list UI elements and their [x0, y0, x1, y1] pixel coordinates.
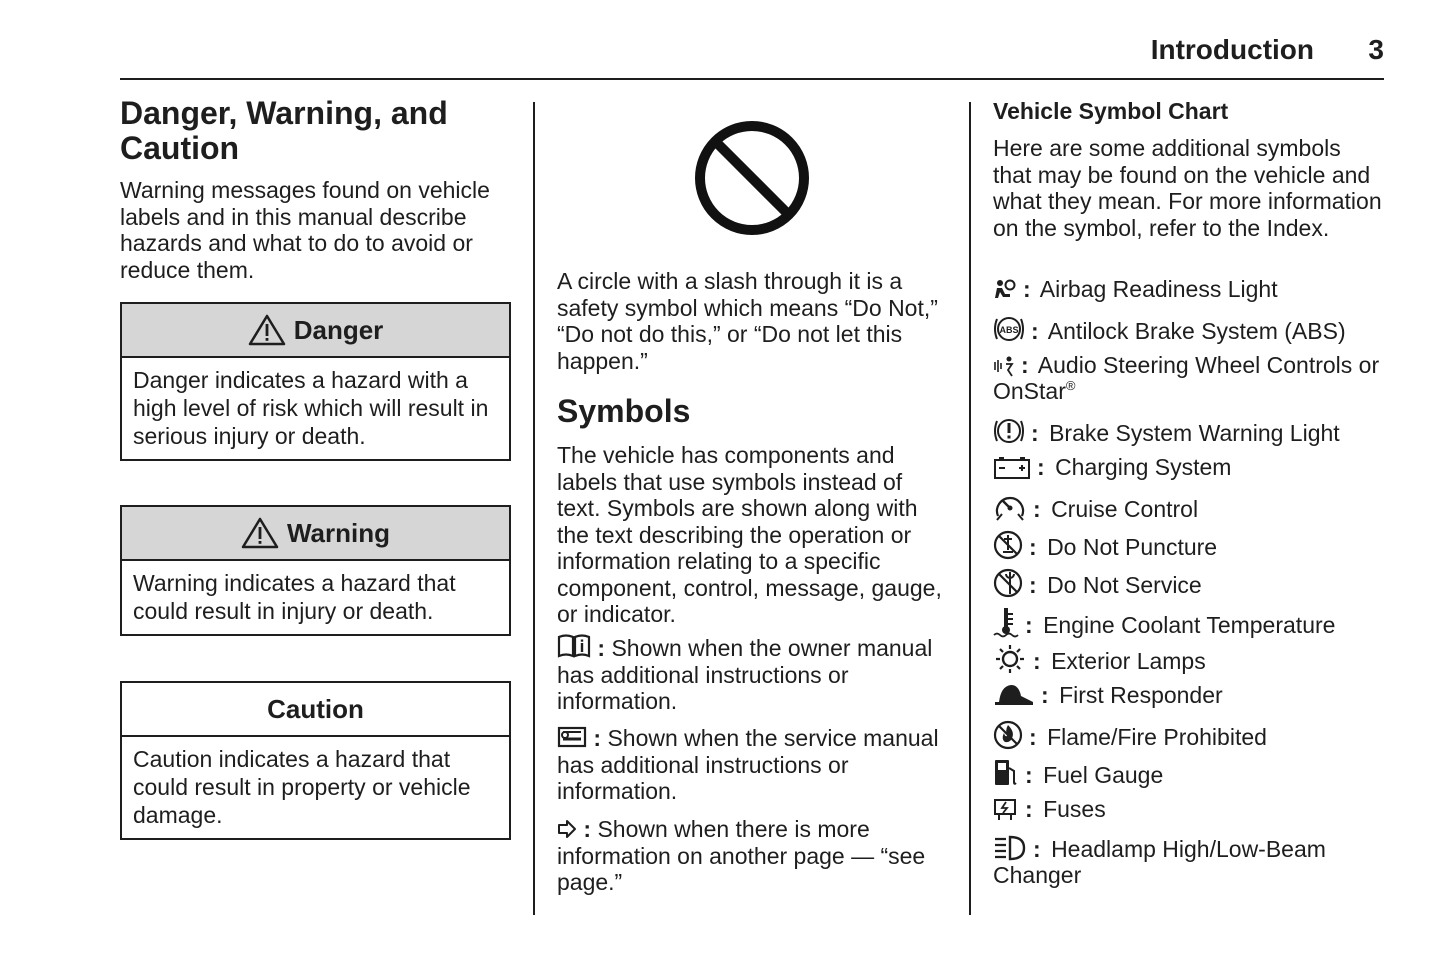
danger-text: Danger indicates a hazard with a high level of risk which will result in serious injury or death.	[133, 367, 489, 449]
list-item: : Cruise Control	[993, 492, 1385, 530]
list-item: : Do Not Service	[993, 568, 1385, 606]
list-item: : Do Not Puncture	[993, 530, 1385, 568]
column-danger-warning-caution	[120, 95, 512, 828]
symbol-list	[993, 276, 1385, 898]
page-header	[120, 34, 1384, 70]
headlamp-icon	[993, 834, 1027, 862]
owner-manual-text: Shown when the owner manual has additional instructions or information.	[557, 635, 933, 714]
warning-triangle-icon	[241, 517, 279, 549]
warning-header	[122, 507, 509, 561]
fuses-icon	[993, 798, 1019, 822]
list-item: : First Responder	[993, 682, 1385, 720]
list-item: : Charging System	[993, 454, 1385, 492]
section-heading: Danger, Warning, and Caution	[120, 95, 448, 166]
see-page-text: Shown when there is more information on another page — “see page.”	[557, 816, 926, 895]
symbol-chart-heading: Vehicle Symbol Chart	[993, 98, 1229, 124]
list-item: : Brake System Warning Light	[993, 416, 1385, 454]
airbag-icon	[993, 278, 1017, 302]
section-title: Introduction	[1150, 34, 1314, 65]
do-not-service-icon	[993, 568, 1023, 598]
intro-paragraph: Warning messages found on vehicle labels and in this manual describe hazards and what to do to avoid or reduce them.	[120, 177, 490, 283]
symbols-paragraph: The vehicle has components and labels that use symbols instead of text. Symbols are shown along with the text describing the operation or information relating to a specific component, control, message, gauge, or indicator.	[557, 442, 942, 627]
audio-steering-icon	[993, 354, 1015, 378]
column-vehicle-symbol-chart	[993, 96, 1385, 888]
danger-heading: Danger	[293, 314, 384, 345]
service-manual-icon	[557, 726, 587, 748]
list-item: : Flame/Fire Prohibited	[993, 720, 1385, 758]
caution-box	[120, 681, 511, 840]
danger-box	[120, 302, 511, 461]
list-item: : Audio Steering Wheel Controls or OnStar®	[993, 352, 1380, 404]
first-responder-icon	[993, 682, 1035, 708]
battery-icon	[993, 456, 1031, 480]
coolant-temp-icon	[993, 606, 1019, 638]
service-manual-entry: : Shown when the service manual has additional instructions or information.	[557, 725, 939, 804]
warning-triangle-icon	[248, 314, 286, 346]
brake-warning-icon	[993, 416, 1025, 446]
svg-text:ABS: ABS	[999, 325, 1019, 335]
list-item: : Headlamp High/Low-Beam Changer	[993, 836, 1326, 888]
warning-box	[120, 505, 511, 636]
caution-heading: Caution	[267, 693, 364, 724]
column-divider	[969, 102, 971, 915]
list-item: : Fuel Gauge	[993, 758, 1385, 796]
prohibition-icon	[692, 118, 812, 238]
list-item: : Fuses	[993, 796, 1385, 834]
symbols-heading: Symbols	[557, 393, 691, 429]
page-number: 3	[1368, 34, 1384, 65]
owner-manual-entry: : Shown when the owner manual has additional instructions or information.	[557, 635, 933, 714]
danger-header	[122, 304, 509, 358]
column-divider	[533, 102, 535, 915]
symbol-chart-intro: Here are some additional symbols that may be found on the vehicle and what they mean. For more information on the symbol, refer to the Index.	[993, 135, 1382, 241]
list-item: : Exterior Lamps	[993, 644, 1385, 682]
do-not-puncture-icon	[993, 530, 1023, 560]
service-manual-text: Shown when the service manual has additional instructions or information.	[557, 725, 939, 804]
warning-text: Warning indicates a hazard that could result in injury or death.	[133, 570, 456, 624]
see-page-entry: : Shown when there is more information on another page — “see page.”	[557, 816, 926, 895]
list-item: ABS : Antilock Brake System (ABS)	[993, 314, 1385, 352]
flame-prohibited-icon	[993, 720, 1023, 750]
list-item: : Engine Coolant Temperature	[993, 606, 1385, 644]
fuel-gauge-icon	[993, 758, 1019, 788]
exterior-lamps-icon	[993, 644, 1027, 674]
cruise-control-icon	[993, 492, 1027, 522]
caution-header	[122, 683, 509, 737]
caution-text: Caution indicates a hazard that could result in property or vehicle damage.	[133, 746, 471, 828]
abs-icon	[993, 314, 1025, 344]
prohibition-description: A circle with a slash through it is a safety symbol which means “Do Not,” “Do not do this,” or “Do not let this happen.”	[557, 268, 938, 374]
header-divider	[120, 78, 1384, 80]
warning-heading: Warning	[286, 517, 391, 548]
arrow-right-icon	[557, 819, 577, 839]
book-icon	[557, 634, 591, 658]
list-item: : Airbag Readiness Light	[993, 276, 1385, 314]
